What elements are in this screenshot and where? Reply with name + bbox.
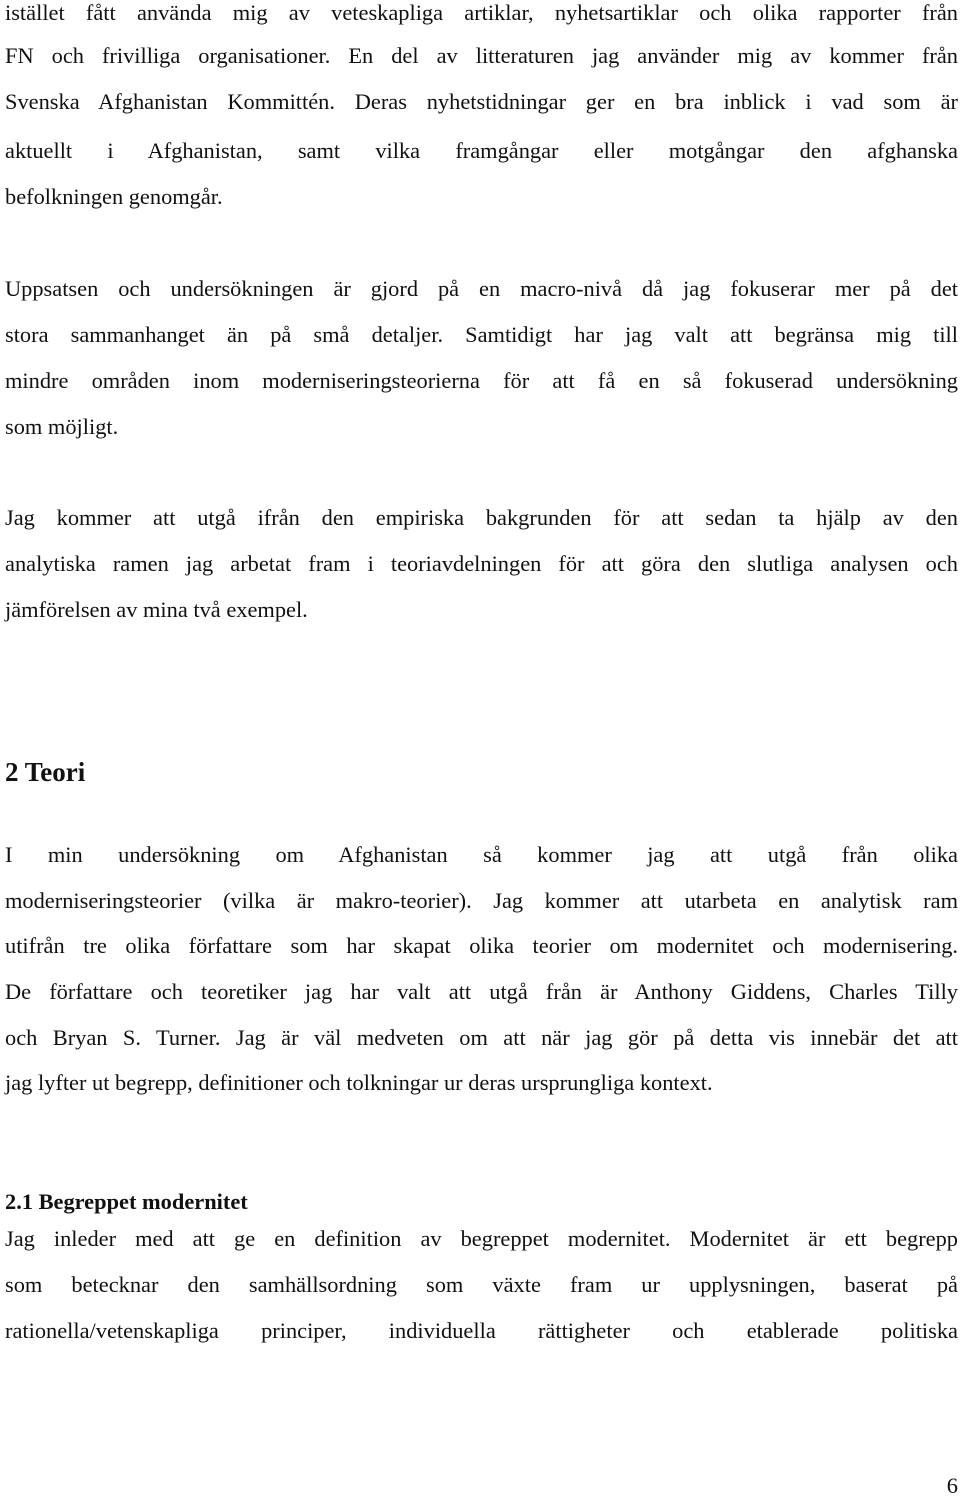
subsection-heading: 2.1 Begreppet modernitet [5,1189,248,1214]
paragraph-1-line-2: FN och frivilliga organisationer. En del av litteraturen jag använder mig av kommer från [5,43,958,68]
section-line-1: I min undersökning om Afghanistan så kommer jag att utgå från olika [5,842,958,867]
paragraph-1-line-1: istället fått använda mig av veteskapliga artiklar, nyhetsartiklar och olika rapporter från [5,0,958,25]
paragraph-1-line-3: Svenska Afghanistan Kommittén. Deras nyhetstidningar ger en bra inblick i vad som är [5,89,958,114]
section-line-2: moderniseringsteorier (vilka är makro-teorier). Jag kommer att utarbeta en analytisk ram [5,888,958,913]
subsection-line-1: Jag inleder med att ge en definition av begreppet modernitet. Modernitet är ett begrepp [5,1226,958,1251]
page-number: 6 [946,1473,958,1498]
paragraph-3-line-1: Jag kommer att utgå ifrån den empiriska bakgrunden för att sedan ta hjälp av den [5,505,958,530]
paragraph-3-line-3: jämförelsen av mina två exempel. [5,597,308,622]
paragraph-2-line-2: stora sammanhanget än på små detaljer. Samtidigt har jag valt att begränsa mig till [5,322,958,347]
section-line-5: och Bryan S. Turner. Jag är väl medveten om att när jag gör på detta vis innebär det att [5,1025,958,1050]
section-line-4: De författare och teoretiker jag har valt att utgå från är Anthony Giddens, Charles Tilly [5,979,958,1004]
paragraph-1-line-5: befolkningen genomgår. [5,184,223,209]
subsection-line-3: rationella/vetenskapliga principer, individuella rättigheter och etablerade politiska [5,1318,958,1343]
subsection-line-2: som betecknar den samhällsordning som växte fram ur upplysningen, baserat på [5,1272,958,1297]
section-line-3: utifrån tre olika författare som har skapat olika teorier om modernitet och modernisering. [5,933,958,958]
section-line-6: jag lyfter ut begrepp, definitioner och tolkningar ur deras ursprungliga kontext. [5,1070,713,1095]
paragraph-2-line-1: Uppsatsen och undersökningen är gjord på en macro-nivå då jag fokuserar mer på det [5,276,958,301]
paragraph-2-line-3: mindre områden inom moderniseringsteorierna för att få en så fokuserad undersökning [5,368,958,393]
paragraph-3-line-2: analytiska ramen jag arbetat fram i teoriavdelningen för att göra den slutliga analysen och [5,551,958,576]
section-heading: 2 Teori [5,757,86,787]
paragraph-2-line-4: som möjligt. [5,414,119,439]
paragraph-1-line-4: aktuellt i Afghanistan, samt vilka framgångar eller motgångar den afghanska [5,138,958,163]
